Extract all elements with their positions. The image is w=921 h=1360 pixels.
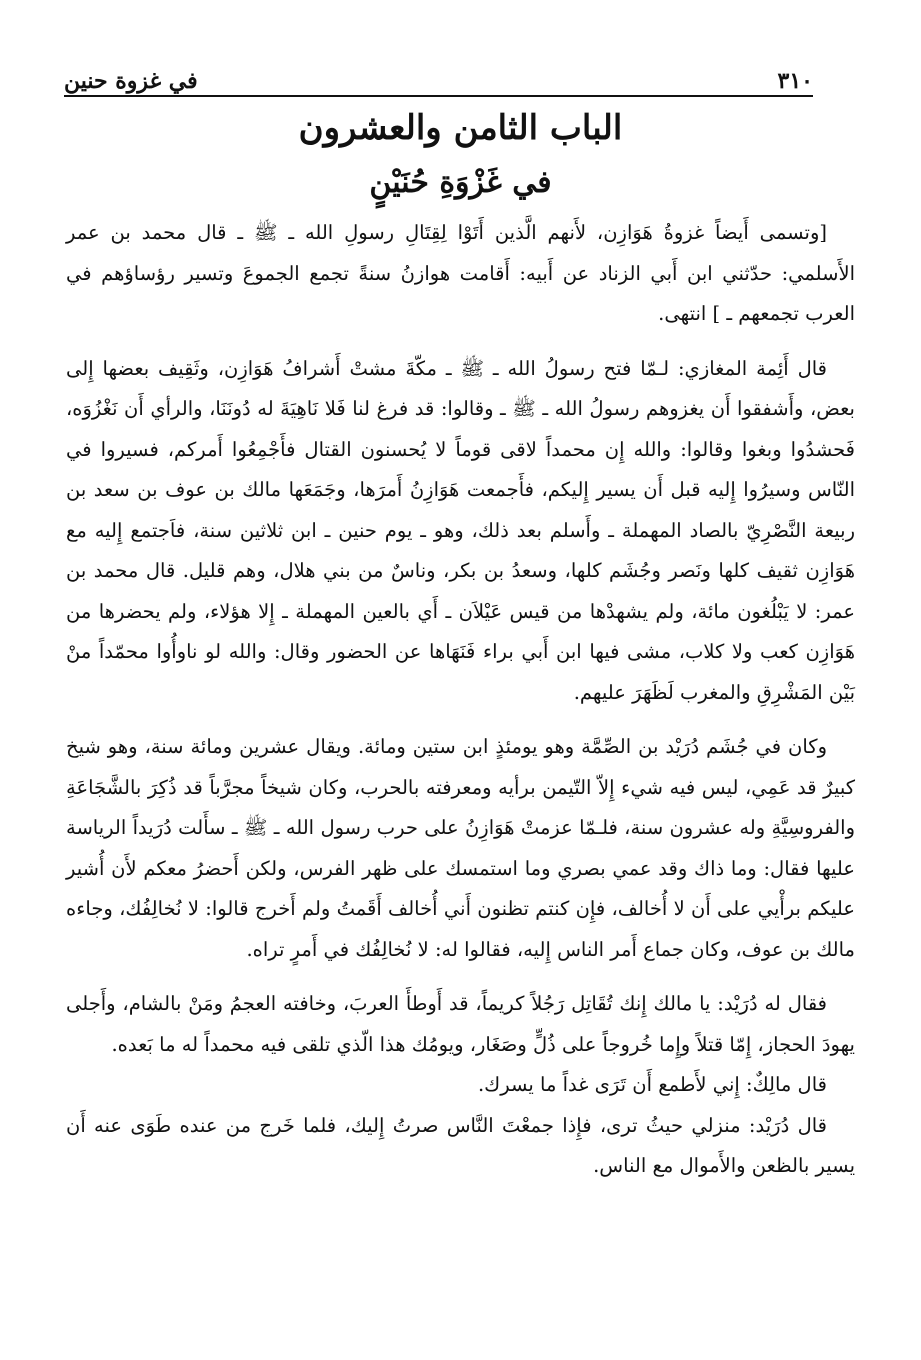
paragraph-3: وكان في جُشَم دُرَيْد بن الصِّمَّة وهو يومئذٍ ابن ستين ومائة. ويقال عشرين ومائة سنة، وهو شيخ كبيرٌ قد عَمِي، ليس فيه شيء إِلاّ التّيمن برأيه ومعرفته بالحرب، وكان شيخاً مجرَّباً قد ذُكِرَ بالشَّجَاعَةِ والفروسِيَّةِ وله عشرون سنة، فلـمّا عزمتْ هَوَازِنُ على حرب رسول الله ـ ﷺ ـ سأَلت دُرَيداً الرياسة عليها فقال: وما ذاك وقد عمي بصري وما استمسك على ظهر الفرس، ولكن أَحضرُ معكم لأَن أُشير عليكم برأْيي على أَن لا أُخالف، فإِن كنتم تظنون أَني أُخالف أَقَمتُ ولم أَخرج قالوا: لا نُخالِفُك، وجاءه مالك بن عوف، وكان جماع أَمر الناس إِليه، فقالوا له: لا نُخالِفُك في أَمرٍ تراه. — [66, 735, 855, 961]
chapter-title: الباب الثامن والعشرون — [298, 108, 623, 148]
paragraph-1: [وتسمى أَيضاً غزوةُ هَوَازِن، لأَنهم الَّذين أَتَوْا لِقِتَالِ رسولِ الله ـ ﷺ ـ قال محمد بن عمر الأَسلمي: حدّثني ابن أَبي الزناد عن أَبيه: أَقامت هوازنُ سنةً تجمع الجموعَ وتسير رؤساؤهم في العرب تجمعهم ـ ] انتهى. — [66, 221, 855, 325]
page-number: ٣١٠ — [777, 68, 813, 94]
paragraph-6: قال دُرَيْد: منزلي حيثُ ترى، فإِذا جمعْتَ النَّاس صرتُ إِليك، فلما خَرج من عنده طَوَى عنه أَن يسير بالظعن والأَموال مع الناس. — [66, 1113, 855, 1177]
header-rule — [64, 95, 813, 97]
running-title: في غزوة حنين — [64, 68, 198, 94]
chapter-subtitle: في غَزْوَةِ حُنَيْنٍ — [369, 165, 552, 200]
paragraph-5: قال مالِكٌ: إِني لأَطمع أَن تَرَى غداً ما يسرك. — [477, 1073, 827, 1096]
paragraph-4: فقال له دُرَيْد: يا مالك إِنك تُقَاتِل رَجُلاً كريماً، قد أَوطأَ العربَ، وخافته العجمُ ومَنْ بالشام، وأَجلى يهودَ الحجاز، إِمّا قتلاً وإِما خُروجاً على ذُلٍّ وصَغَار، ويومُك هذا الّذي تلقى فيه محمداً له ما بَعده. — [66, 992, 855, 1056]
paragraph-2: قال أَئِمة المغازي: لـمّا فتح رسولُ الله ـ ﷺ ـ مكّةَ مشتْ أَشرافُ هَوَازِن، وثَقِيف بعضها إِلى بعض، وأَشفقوا أَن يغزوهم رسولُ الله ـ ﷺ ـ وقالوا: قد فرغ لنا فَلا نَاهِيَةَ له دُونَنَا، والرأي أَن نَغْزُوَه، فَحشدُوا وبغوا وقالوا: والله إِن محمداً لاقى قوماً لا يُحسنون القتال فأَجْمِعُوا أَمركم، فسيروا في النّاس وسيرُوا إِليه قبل أَن يسير إِليكم، فأَجمعت هَوَازِنُ أَمرَها، وجَمَعَها مالك بن عوف بن سعد بن ربيعة النَّصْرِيّ بالصاد المهملة ـ وأَسلم بعد ذلك، وهو ـ يوم حنين ـ ابن ثلاثين سنة، فاَجتمع إِليه مع هَوَازِن ثقيف كلها ونَصر وجُشَم كلها، وسعدُ بن بكر، وناسٌ من بني هلال، وهم قليل. قال محمد بن عمر: لا يَبْلُغون مائة، ولم يشهدْها من قيس عَيْلاَن ـ أَي بالعين المهملة ـ إِلا هؤلاء، ولم يحضرها من هَوَازِن كعب ولا كلاب، مشى فيها ابن أَبي براء فَنَهَاها عن الحضور وقال: والله لو ناوأُوا محمّداً منْ بَيْن المَشْرِقِ والمغرب لَظَهَرَ عليهم. — [66, 356, 855, 704]
body-text — [66, 213, 855, 1187]
page-header — [64, 56, 813, 94]
